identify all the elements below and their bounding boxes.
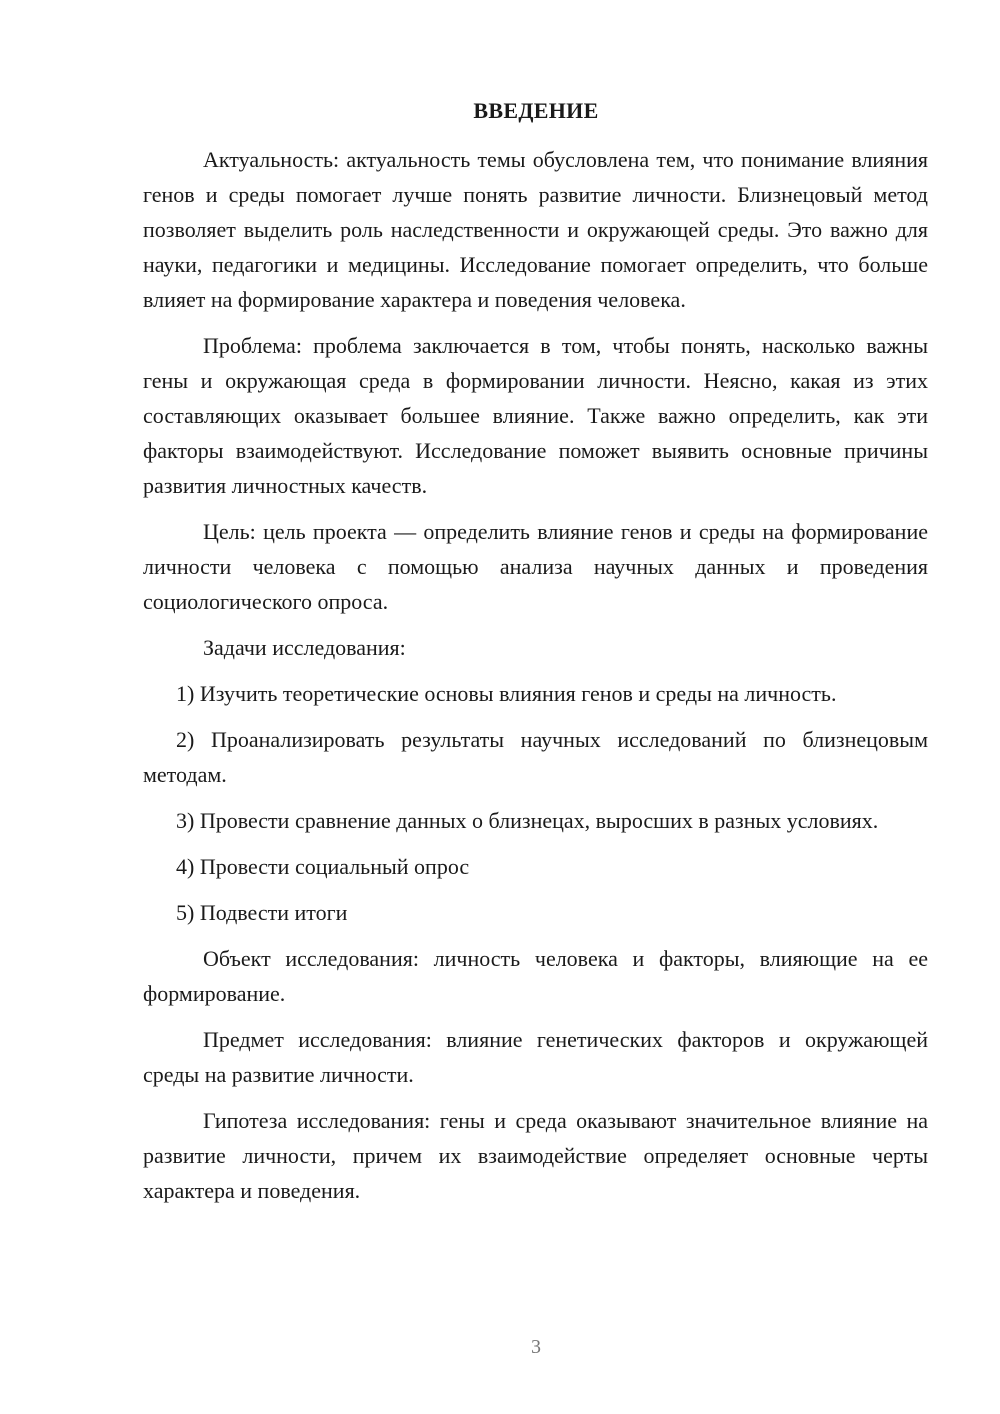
paragraph-tasks-heading: Задачи исследования: bbox=[203, 635, 406, 660]
document-body bbox=[143, 142, 928, 1219]
paragraph-relevance: Актуальность: актуальность темы обусловлена тем, что понимание влияния генов и среды помогает лучше понять развитие личности. Близнецовый метод позволяет выделить роль наследственности и окружающей среды. Это важно для науки, педагогики и медицины. Исследование помогает определить, что больше влияет на формирование характера и поведения человека. bbox=[143, 147, 928, 312]
paragraph-subject: Предмет исследования: влияние генетических факторов и окружающей среды на развитие личности. bbox=[143, 1027, 928, 1087]
paragraph-goal: Цель: цель проекта — определить влияние генов и среды на формирование личности человека с помощью анализа научных данных и проведения социологического опроса. bbox=[143, 519, 928, 614]
paragraph-object: Объект исследования: личность человека и факторы, влияющие на ее формирование. bbox=[143, 946, 928, 1006]
page-title: ВВЕДЕНИЕ bbox=[473, 98, 599, 123]
task-item-3: 3) Провести сравнение данных о близнецах, выросших в разных условиях. bbox=[176, 808, 879, 833]
task-item-1: 1) Изучить теоретические основы влияния генов и среды на личность. bbox=[176, 681, 837, 706]
task-item-5: 5) Подвести итоги bbox=[176, 900, 348, 925]
paragraph-problem: Проблема: проблема заключается в том, чтобы понять, насколько важны гены и окружающая среда в формировании личности. Неясно, какая из этих составляющих оказывает большее влияние. Также важно определить, как эти факторы взаимодействуют. Исследование поможет выявить основные причины развития личностных качеств. bbox=[143, 333, 928, 498]
task-item-2: 2) Проанализировать результаты научных исследований по близнецовым методам. bbox=[143, 727, 928, 787]
page-number: 3 bbox=[531, 1336, 541, 1358]
paragraph-hypothesis: Гипотеза исследования: гены и среда оказывают значительное влияние на развитие личности, причем их взаимодействие определяет основные черты характера и поведения. bbox=[143, 1108, 928, 1203]
task-item-4: 4) Провести социальный опрос bbox=[176, 854, 470, 879]
